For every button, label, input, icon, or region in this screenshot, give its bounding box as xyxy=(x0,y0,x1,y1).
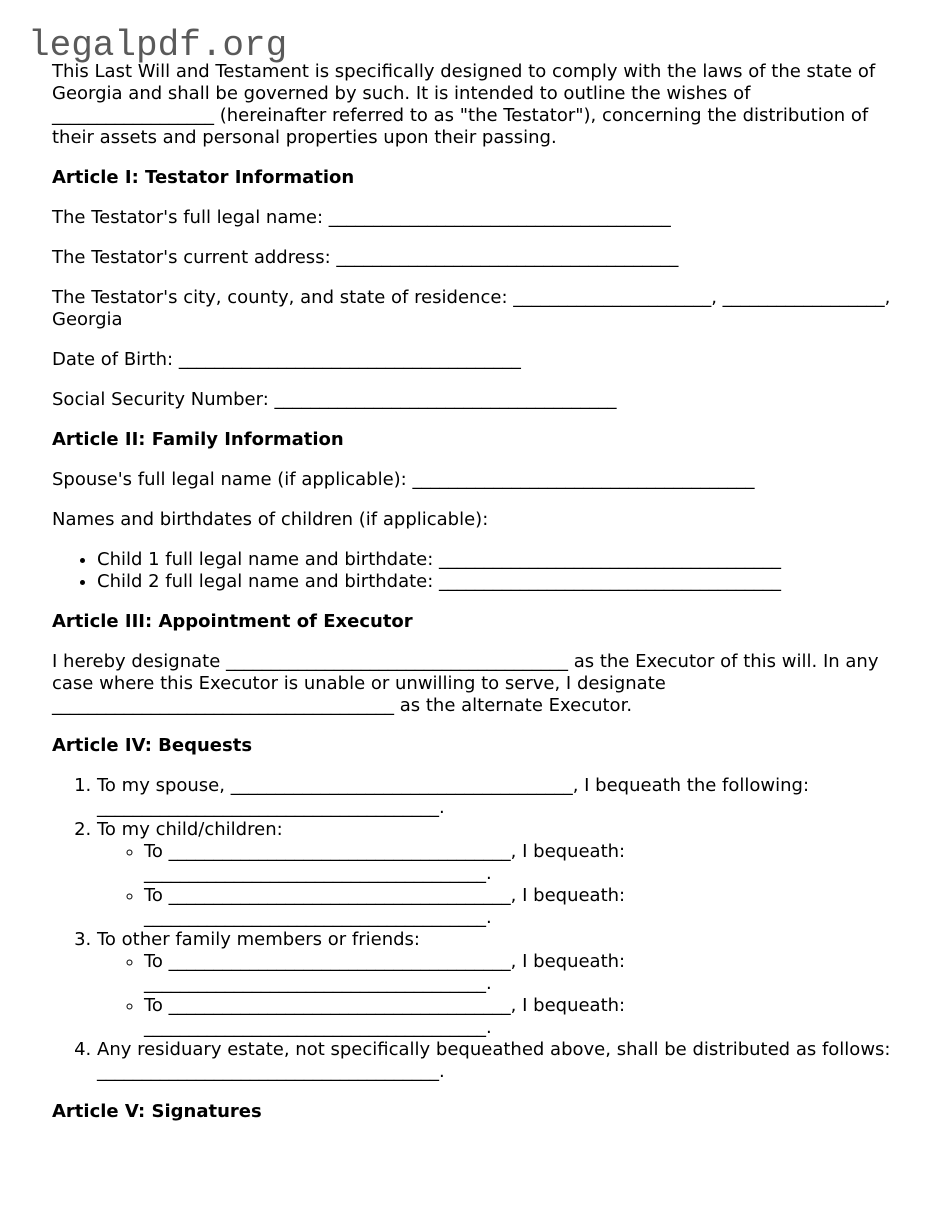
spouse-name-field: Spouse's full legal name (if applicable): ______________________________________ xyxy=(52,469,755,490)
child-2-field: • Child 2 full legal name and birthdate: ______________________________________ xyxy=(97,571,897,593)
article-2-heading: Article II: Family Information xyxy=(52,429,344,450)
bequest-child-item: ◦ To ______________________________________, I bequeath: ______________________________________. xyxy=(144,841,897,885)
article-1-heading: Article I: Testator Information xyxy=(52,167,355,188)
article-3-heading: Article III: Appointment of Executor xyxy=(52,611,413,632)
article-4-heading: Article IV: Bequests xyxy=(52,735,253,756)
date-of-birth-field: Date of Birth: ______________________________________ xyxy=(52,349,521,370)
ssn-field: Social Security Number: ______________________________________ xyxy=(52,389,617,410)
document-page xyxy=(52,61,897,1141)
article-5-heading: Article V: Signatures xyxy=(52,1101,262,1122)
testator-residence-field: The Testator's city, county, and state of residence: ______________________, __________________, Georgia xyxy=(52,287,891,330)
bequests-list xyxy=(52,775,897,1083)
intro-paragraph: This Last Will and Testament is specifically designed to comply with the laws of the state of Georgia and shall be governed by such. It is intended to outline the wishes of __________________ (hereinafter referred to as "the Testator"), concerning the distribution of their assets and personal properties upon their passing. xyxy=(52,61,876,148)
testator-address-field: The Testator's current address: ______________________________________ xyxy=(52,247,679,268)
bequest-others-label: To other family members or friends: xyxy=(97,929,420,950)
bequest-other-item: ◦ To ______________________________________, I bequeath: ______________________________________. xyxy=(144,995,897,1039)
child-1-field: • Child 1 full legal name and birthdate: ______________________________________ xyxy=(97,549,897,571)
testator-name-field: The Testator's full legal name: ______________________________________ xyxy=(52,207,671,228)
bequest-child-item: ◦ To ______________________________________, I bequeath: ______________________________________. xyxy=(144,885,897,929)
executor-paragraph: I hereby designate ______________________________________ as the Executor of this will. In any case where this Executor is unable or unwilling to serve, I designate ______________________________________ as the alternate Executor. xyxy=(52,651,879,716)
bequest-other-item: ◦ To ______________________________________, I bequeath: ______________________________________. xyxy=(144,951,897,995)
bequest-children-label: To my child/children: xyxy=(97,819,283,840)
bequest-residuary: 4. Any residuary estate, not specifically bequeathed above, shall be distributed as follows: ______________________________________. xyxy=(97,1039,897,1083)
bequest-others xyxy=(97,929,897,1039)
children-intro: Names and birthdates of children (if applicable): xyxy=(52,509,489,530)
bequest-others-sublist xyxy=(97,951,897,1039)
children-list xyxy=(52,549,897,593)
watermark-logo: legalpdf.org xyxy=(28,25,288,66)
bequest-children-sublist xyxy=(97,841,897,929)
bequest-children xyxy=(97,819,897,929)
bequest-spouse: 1. To my spouse, ______________________________________, I bequeath the following: ______________________________________. xyxy=(97,775,897,819)
